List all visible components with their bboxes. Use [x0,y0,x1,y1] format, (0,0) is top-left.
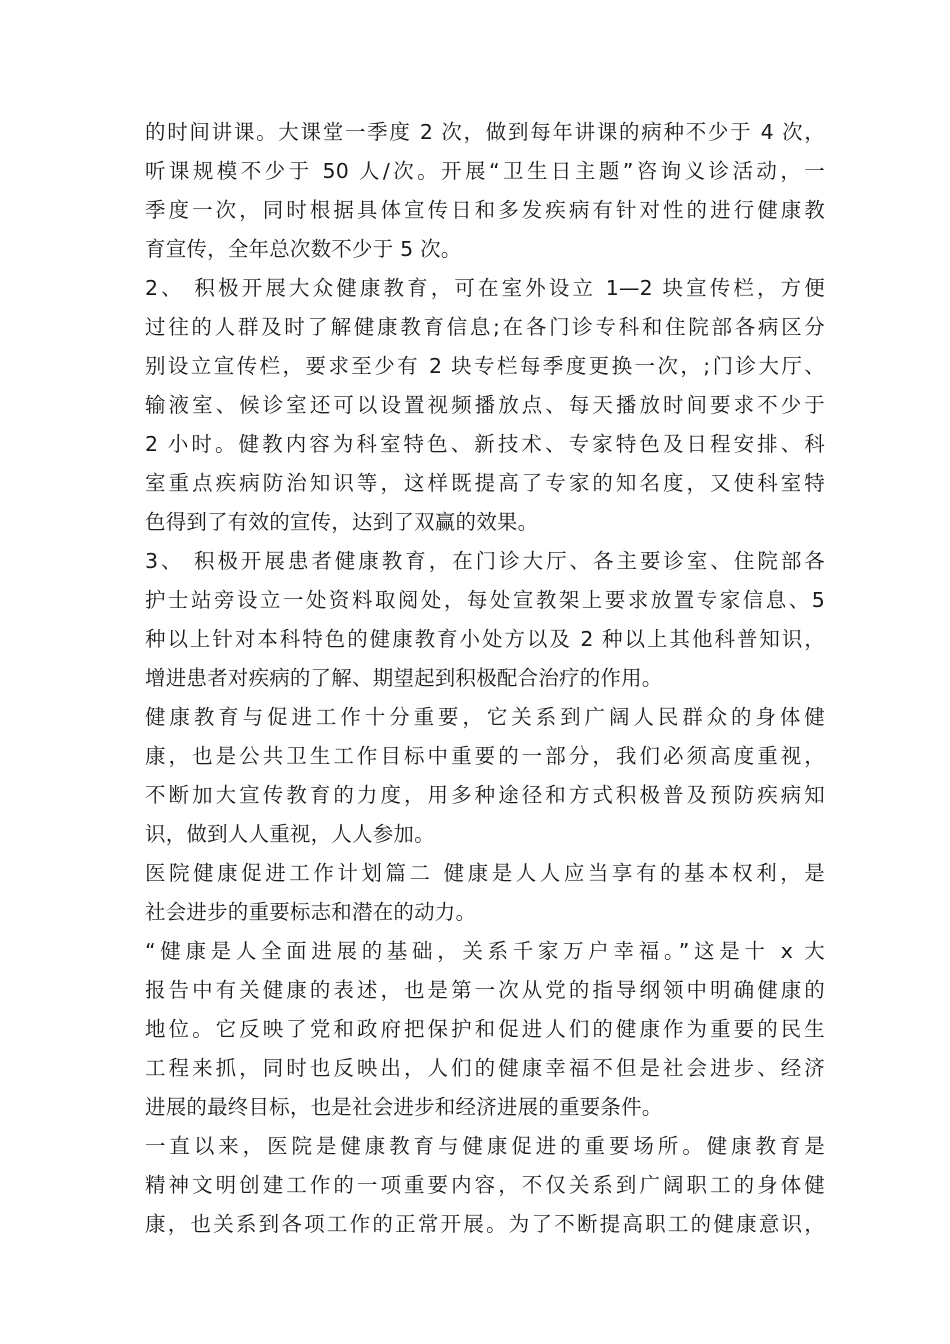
text-line: 一直以来，医院是健康教育与健康促进的重要场所。健康教育是 [145,1134,825,1158]
text-line: 医院健康促进工作计划篇二 健康是人人应当享有的基本权利，是 [145,861,825,885]
text-line: 2 小时。健教内容为科室特色、新技术、专家特色及日程安排、科 [145,432,825,456]
text-line: 精神文明创建工作的一项重要内容，不仅关系到广阔职工的身体健 [145,1173,825,1197]
text-line: 2、 积极开展大众健康教育，可在室外设立 1—2 块宣传栏，方便 [145,276,825,300]
text-line: 育宣传，全年总次数不少于 5 次。 [145,237,462,261]
text-line: 输液室、候诊室还可以设置视频播放点、每天播放时间要求不少于 [145,393,825,417]
text-line: 的时间讲课。大课堂一季度 2 次，做到每年讲课的病种不少于 4 次， [145,120,825,144]
text-line: 别设立宣传栏，要求至少有 2 块专栏每季度更换一次，;门诊大厅、 [145,354,825,378]
text-line: “健康是人全面进展的基础，关系千家万户幸福。”这是十 x 大 [145,939,825,963]
text-line: 不断加大宣传教育的力度，用多种途径和方式积极普及预防疾病知 [145,783,825,807]
text-line: 护士站旁设立一处资料取阅处，每处宣教架上要求放置专家信息、5 [145,588,825,612]
text-line: 报告中有关健康的表述，也是第一次从党的指导纲领中明确健康的 [145,978,825,1002]
text-line: 听课规模不少于 50 人/次。开展“卫生日主题”咨询义诊活动，一 [145,159,825,183]
text-line: 季度一次，同时根据具体宣传日和多发疾病有针对性的进行健康教 [145,198,825,222]
text-line: 3、 积极开展患者健康教育，在门诊大厅、各主要诊室、住院部各 [145,549,825,573]
text-line: 康，也是公共卫生工作目标中重要的一部分，我们必须高度重视， [145,744,825,768]
text-line: 室重点疾病防治知识等，这样既提高了专家的知名度，又使科室特 [145,471,825,495]
text-line: 工程来抓，同时也反映出，人们的健康幸福不但是社会进步、经济 [145,1056,825,1080]
text-line: 色得到了有效的宣传，达到了双赢的效果。 [145,510,539,534]
text-line: 康，也关系到各项工作的正常开展。为了不断提高职工的健康意识， [145,1212,825,1236]
text-line: 识，做到人人重视，人人参加。 [145,822,435,846]
text-line: 健康教育与促进工作十分重要，它关系到广阔人民群众的身体健 [145,705,825,729]
text-line: 进展的最终目标，也是社会进步和经济进展的重要条件。 [145,1095,663,1119]
text-line: 过往的人群及时了解健康教育信息;在各门诊专科和住院部各病区分 [145,315,825,339]
text-line: 社会进步的重要标志和潜在的动力。 [145,900,477,924]
text-line: 增进患者对疾病的了解、期望起到积极配合治疗的作用。 [145,666,663,690]
text-line: 种以上针对本科特色的健康教育小处方以及 2 种以上其他科普知识， [145,627,825,651]
text-line: 地位。它反映了党和政府把保护和促进人们的健康作为重要的民生 [145,1017,825,1041]
